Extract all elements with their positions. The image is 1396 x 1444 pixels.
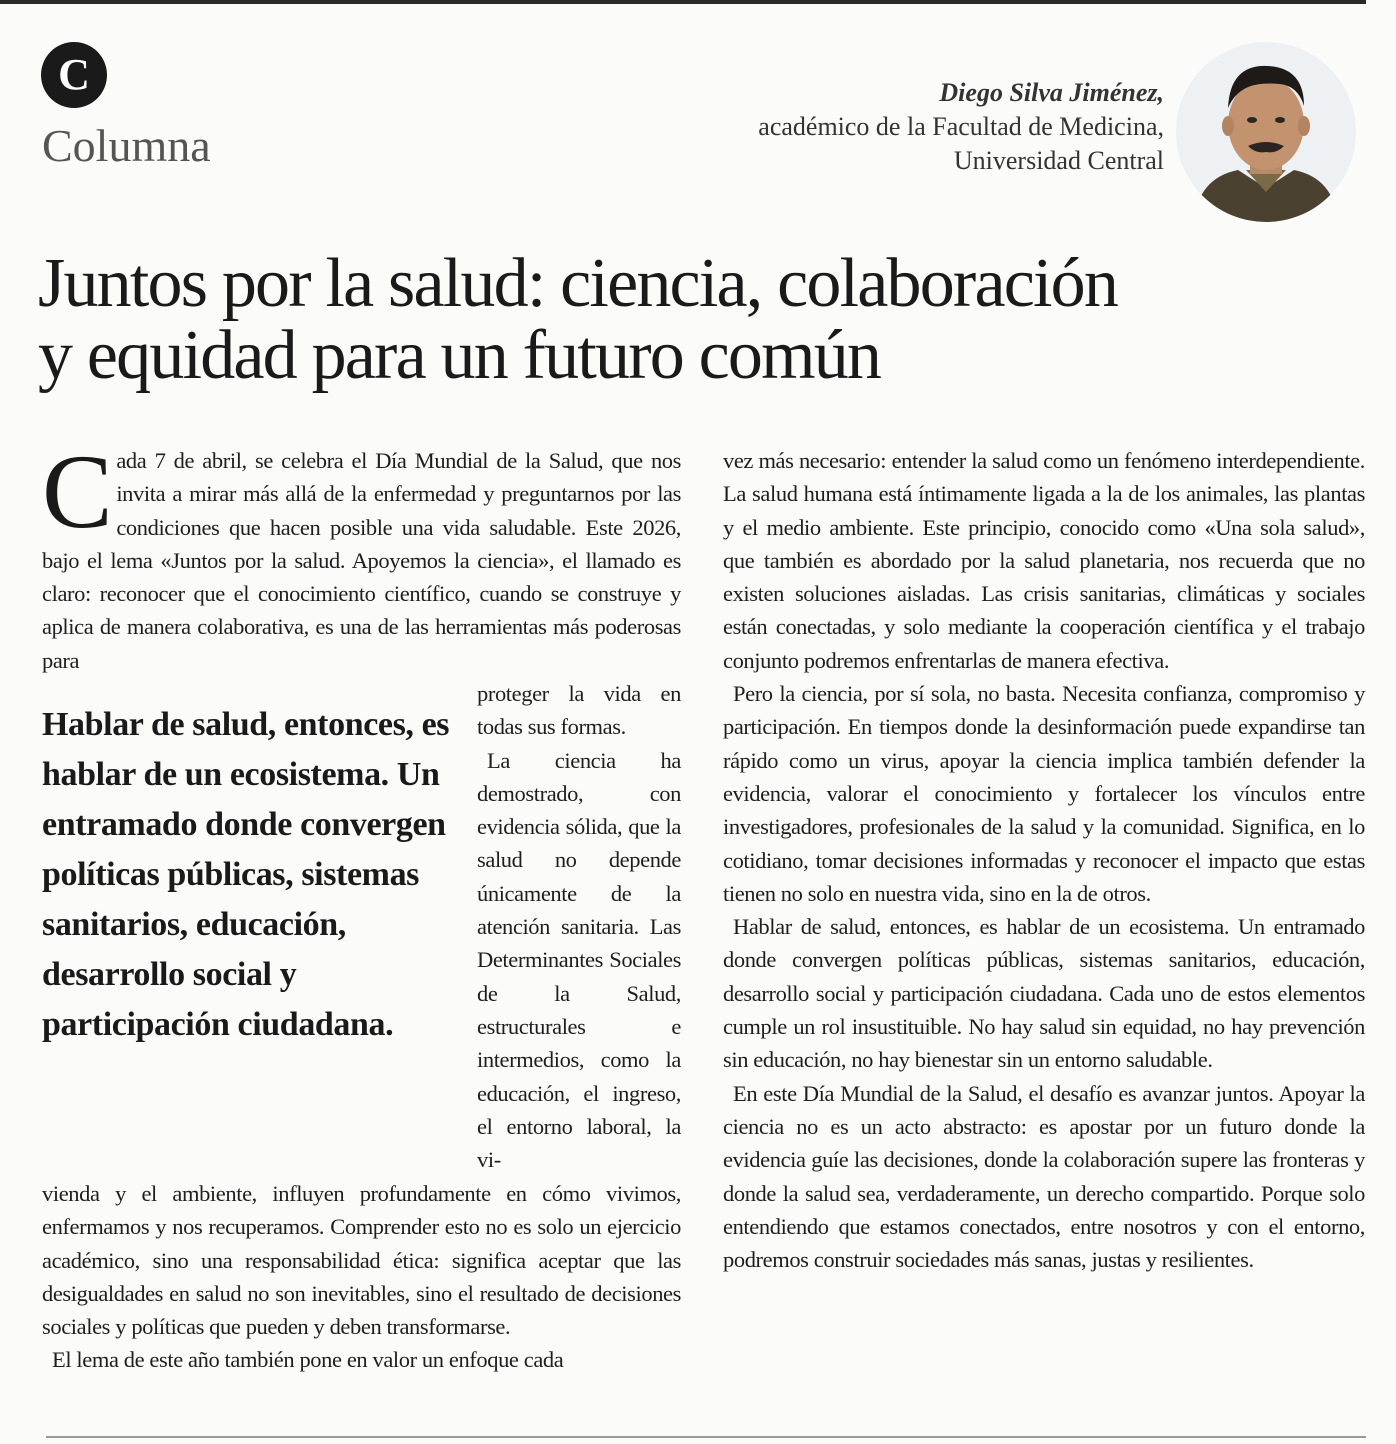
paragraph-1-end: proteger la vida en todas sus formas.: [477, 681, 681, 740]
author-affiliation: Universidad Central: [953, 146, 1164, 175]
author-byline: [758, 76, 1164, 178]
column-left-top: [42, 433, 681, 677]
top-rule: [0, 0, 1366, 4]
column-badge-icon: C: [41, 42, 107, 108]
section-label: Columna: [42, 120, 211, 171]
paragraph-2-end: vienda y el ambiente, influyen profundamente en cómo vivimos, enfermamos y nos recuperamos. Comprender esto no es solo un ejercicio académico, sino una responsabilidad ética: significa aceptar que las desigualdades en salud no son inevitables, sino el resultado de decisiones sociales y políticas que pueden y deben transformarse.: [42, 1181, 681, 1340]
author-name: Diego Silva Jiménez,: [939, 78, 1164, 107]
column-left-narrow: [477, 677, 681, 1176]
article-headline: [38, 245, 1358, 394]
column-right: [723, 444, 1365, 1276]
headline-line-2: y equidad para un futuro común: [38, 317, 881, 394]
paragraph-6: En este Día Mundial de la Salud, el desafío es avanzar juntos. Apoyar la ciencia no es un acto abstracto: es apostar por un futuro donde la evidencia guíe las decisiones, donde la colaboración supere las fronteras y donde la salud sea, verdaderamente, un derecho compartido. Porque solo entendiendo que estamos conectados, entre nosotros y con el entorno, podremos construir sociedades más sanas, justas y resilientes.: [723, 1080, 1365, 1273]
paragraph-1-text: ada 7 de abril, se celebra el Día Mundial de la Salud, que nos invita a mirar más allá de la enfermedad y preguntarnos por las condiciones que hacen posible una vida saludable. Este 2026, bajo el lema «Juntos por la salud. Apoyemos la ciencia», el llamado es claro: reconocer que el conocimiento científico, cuando se construye y aplica de manera colaborativa, es una de las herramientas más poderosas para: [42, 448, 681, 673]
paragraph-5: Hablar de salud, entonces, es hablar de un ecosistema. Un entramado donde convergen políticas públicas, sistemas sanitarios, educación, desarrollo social y participación ciudadana. Cada uno de estos elementos cumple un rol insustituible. No hay salud sin equidad, no hay prevención sin educación, no hay bienestar sin un entorno saludable.: [723, 914, 1365, 1073]
column-left-bottom: [42, 1177, 681, 1377]
author-role: académico de la Facultad de Medicina,: [758, 112, 1164, 141]
pull-quote: Hablar de salud, entonces, es hablar de un ecosistema. Un entramado donde convergen políticas públicas, sistemas sanitarios, educación, desarrollo social y participación ciudadana.: [42, 706, 450, 1043]
paragraph-1: [42, 433, 681, 677]
paragraph-4: Pero la ciencia, por sí sola, no basta. Necesita confianza, compromiso y participación. En tiempos donde la desinformación puede expandirse tan rápido como un virus, apoyar la ciencia implica también defender la evidencia, valorar el conocimiento y fortalecer los vínculos entre investigadores, profesionales de la salud y la comunidad. Significa, en lo cotidiano, tomar decisiones informadas y reconocer el impacto que estas tienen no solo en nuestra vida, sino en la de otros.: [723, 681, 1365, 906]
headline-line-1: Juntos por la salud: ciencia, colaboración: [38, 245, 1118, 322]
drop-cap: C: [42, 433, 113, 550]
paragraph-3-start: El lema de este año también pone en valor un enfoque cada: [52, 1347, 564, 1373]
paragraph-2-start: La ciencia ha demostrado, con evidencia sólida, que la salud no depende únicamente de la atención sanitaria. Las Determinantes Sociales de la Salud, estructurales e intermedios, como la educación, el ingreso, el entorno laboral, la vi-: [477, 747, 681, 1173]
paragraph-3-cont: vez más necesario: entender la salud como un fenómeno interdependiente. La salud humana está íntimamente ligada a la de los animales, las plantas y el medio ambiente. Este principio, conocido como «Una sola salud», que también es abordado por la salud planetaria, nos recuerda que no existen soluciones aisladas. Las crisis sanitarias, climáticas y sociales están conectadas, y solo mediante la cooperación científica y el trabajo conjunto podremos enfrentarlas de manera efectiva.: [723, 448, 1365, 673]
author-photo: [1176, 42, 1356, 222]
bottom-rule: [46, 1436, 1366, 1438]
